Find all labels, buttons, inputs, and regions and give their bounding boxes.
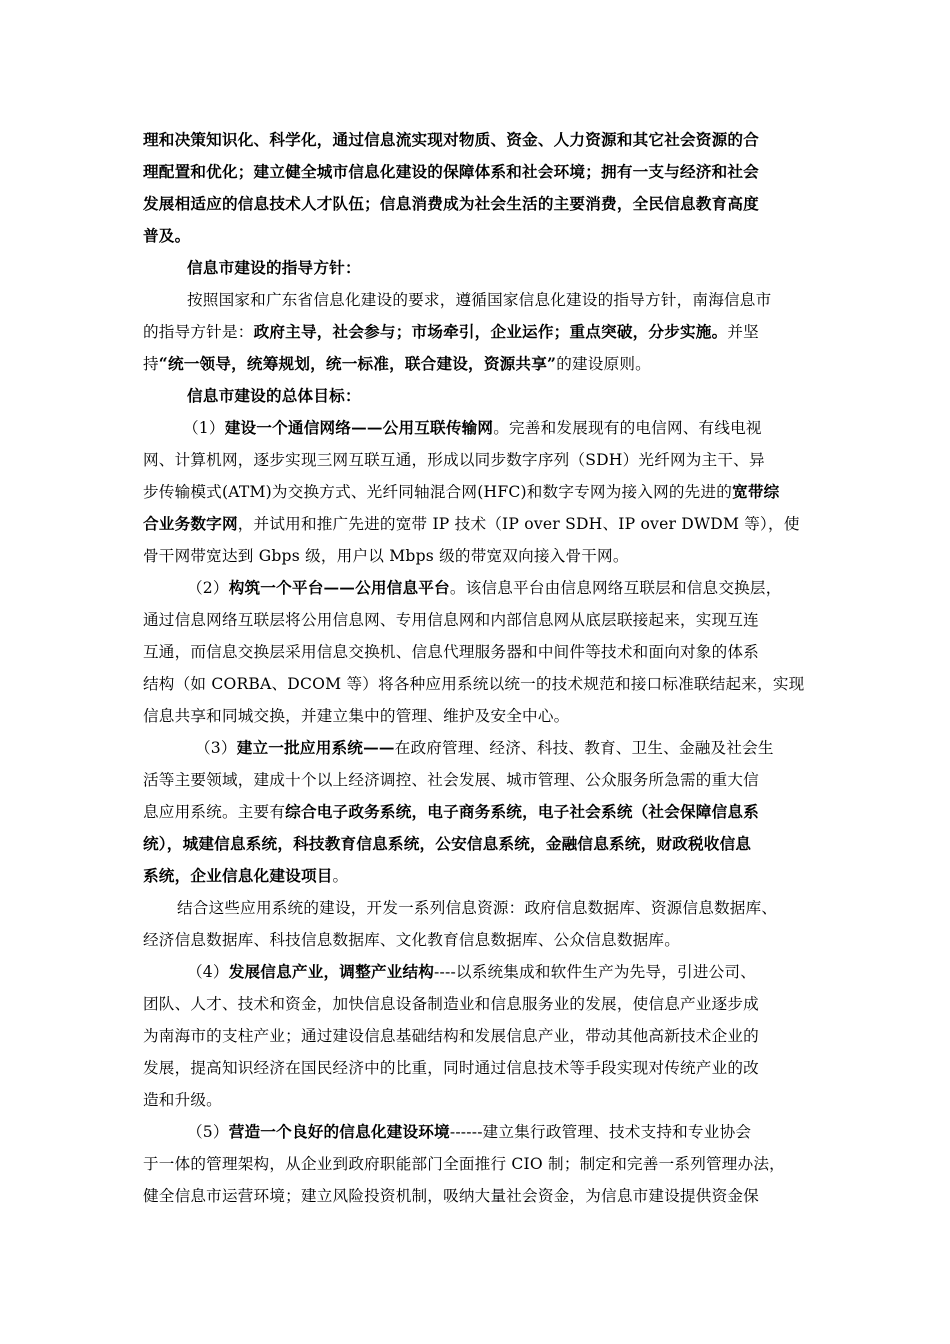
goal-sections (143, 412, 809, 1212)
text-run: 网、计算机网，逐步实现三网互联互通，形成以同步数字序列（SDH）光纤网为主干、异 (143, 451, 765, 469)
bold-text: 营造一个良好的信息化建设环境 (228, 1122, 450, 1141)
text-run: 经济信息数据库、科技信息数据库、文化教育信息数据库、公众信息数据库。 (143, 931, 680, 949)
text-run: 通过信息网络互联层将公用信息网、专用信息网和内部信息网从底层联接起来，实现互连 (143, 611, 759, 629)
text-run: （4） (187, 963, 229, 981)
goal-section-line (143, 476, 809, 508)
text-run: 信息共享和同城交换，并建立集中的管理、维护及安全中心。 (143, 707, 570, 725)
text-run: 步传输模式(ATM)为交换方式、光纤同轴混合网(HFC)和数字专网为接入网的先进的 (143, 483, 733, 501)
goal-section-line (143, 860, 809, 892)
text-run: 于一体的管理架构，从企业到政府职能部门全面推行 CIO 制；制定和完善一系列管理办法， (143, 1155, 785, 1173)
bold-text: 系统，企业信息化建设项目 (143, 866, 333, 885)
text-run: 在政府管理、经济、科技、教育、卫生、金融及社会生 (394, 739, 774, 757)
bold-text: 统），城建信息系统，科技教育信息系统，公安信息系统，金融信息系统，财政税收信息 (143, 834, 752, 853)
goal-section-line (143, 700, 809, 732)
text-run: 的指导方针是： (143, 323, 254, 341)
intro-line (143, 188, 809, 220)
goal-section-line (143, 956, 809, 988)
text-run: 按照国家和广东省信息化建设的要求，遵循国家信息化建设的指导方针，南海信息市 (187, 291, 772, 309)
text-run: ----以系统集成和软件生产为先导，引进公司、 (434, 963, 757, 981)
goal-section-line (143, 796, 809, 828)
goal-section-line (143, 412, 809, 444)
document-page (143, 124, 809, 1212)
goal-section-line (143, 892, 809, 924)
goal-section-line (143, 988, 809, 1020)
bold-text: 建设一个通信网络——公用互联传输网 (224, 418, 494, 437)
goal-section (143, 412, 809, 572)
goal-section-line (143, 732, 809, 764)
goal-section-line (143, 1116, 809, 1148)
goal-section (143, 572, 809, 732)
goal-section-line (143, 764, 809, 796)
goal-section (143, 956, 809, 1116)
text-run: ，并试用和推广先进的宽带 IP 技术（IP over SDH、IP over DWDM 等），使 (237, 515, 800, 533)
goal-heading: 信息市建设的总体目标： (187, 386, 361, 405)
text-run: 的建设原则。 (556, 355, 651, 373)
intro-line (143, 156, 809, 188)
guideline-line (143, 316, 809, 348)
goal-section-line (143, 1052, 809, 1084)
goal-section-line (143, 1148, 809, 1180)
bold-text: 合业务数字网 (143, 514, 238, 533)
goal-section-line (143, 572, 809, 604)
goal-section-line (143, 508, 809, 540)
text-run: 骨干网带宽达到 Gbps 级，用户以 Mbps 级的带宽双向接入骨干网。 (143, 547, 629, 565)
goal-section-line (143, 1020, 809, 1052)
guideline-paragraph (143, 284, 809, 380)
bold-text: 建立一批应用系统—— (236, 738, 395, 757)
goal-section-line (143, 668, 809, 700)
text-run: 持 (143, 355, 159, 373)
bold-text: 综合电子政务系统，电子商务系统，电子社会系统（社会保障信息系 (285, 802, 759, 821)
text-run: 。该信息平台由信息网络互联层和信息交换层， (449, 579, 782, 597)
goal-section-line (143, 924, 809, 956)
text-run: （2） (187, 579, 229, 597)
bold-text: 宽带综 (732, 482, 780, 501)
intro-line (143, 124, 809, 156)
goal-section-line (143, 444, 809, 476)
text-run: 发展，提高知识经济在国民经济中的比重，同时通过信息技术等手段实现对传统产业的改 (143, 1059, 759, 1077)
goal-section-line (143, 1180, 809, 1212)
intro-line (143, 220, 809, 252)
bold-text: 理和决策知识化、科学化，通过信息流实现对物质、资金、人力资源和其它社会资源的合 (143, 130, 759, 149)
goal-section-line (143, 540, 809, 572)
bold-text: 理配置和优化；建立健全城市信息化建设的保障体系和社会环境；拥有一支与经济和社会 (143, 162, 759, 181)
text-run: 互通，而信息交换层采用信息交换机、信息代理服务器和中间件等技术和面向对象的体系 (143, 643, 759, 661)
bold-text: 发展信息产业，调整产业结构 (228, 962, 435, 981)
guideline-heading: 信息市建设的指导方针： (187, 258, 361, 277)
text-run: ------建立集行政管理、技术支持和专业协会 (449, 1123, 752, 1141)
goal-section-line (143, 636, 809, 668)
text-run: 并坚 (727, 323, 759, 341)
bold-text: 政府主导，社会参与；市场牵引，企业运作；重点突破，分步实施。 (253, 322, 728, 341)
text-run: 健全信息市运营环境；建立风险投资机制，吸纳大量社会资金，为信息市建设提供资金保 (143, 1187, 759, 1205)
goal-section-line (143, 828, 809, 860)
text-run: 为南海市的支柱产业；通过建设信息基础结构和发展信息产业，带动其他高新技术企业的 (143, 1027, 759, 1045)
bold-text: 发展相适应的信息技术人才队伍；信息消费成为社会生活的主要消费，全民信息教育高度 (143, 194, 759, 213)
text-run: 造和升级。 (143, 1091, 222, 1109)
text-run: （5） (187, 1123, 229, 1141)
text-run: 结构（如 CORBA、DCOM 等）将各种应用系统以统一的技术规范和接口标准联结起来，实现 (143, 675, 805, 693)
bold-text: 构筑一个平台——公用信息平台 (228, 578, 450, 597)
bold-text: 普及。 (143, 226, 191, 245)
goal-section (143, 1116, 809, 1212)
text-run: 活等主要领域，建成十个以上经济调控、社会发展、城市管理、公众服务所急需的重大信 (143, 771, 759, 789)
goal-section (143, 732, 809, 892)
text-run: （3） (195, 739, 237, 757)
text-run: （1） (183, 419, 225, 437)
text-run: 。 (332, 867, 349, 885)
text-run: 结合这些应用系统的建设，开发一系列信息资源：政府信息数据库、资源信息数据库、 (177, 899, 778, 917)
text-run: 。完善和发展现有的电信网、有线电视 (493, 419, 762, 437)
text-run: 息应用系统。主要有 (143, 803, 286, 821)
intro-paragraph (143, 124, 809, 252)
goal-section-line (143, 1084, 809, 1116)
bold-text: “统一领导，统筹规划，统一标准，联合建设，资源共享” (158, 354, 557, 373)
goal-section (143, 892, 809, 956)
guideline-line (143, 348, 809, 380)
goal-section-line (143, 604, 809, 636)
text-run: 团队、人才、技术和资金，加快信息设备制造业和信息服务业的发展，使信息产业逐步成 (143, 995, 759, 1013)
guideline-line (143, 284, 809, 316)
